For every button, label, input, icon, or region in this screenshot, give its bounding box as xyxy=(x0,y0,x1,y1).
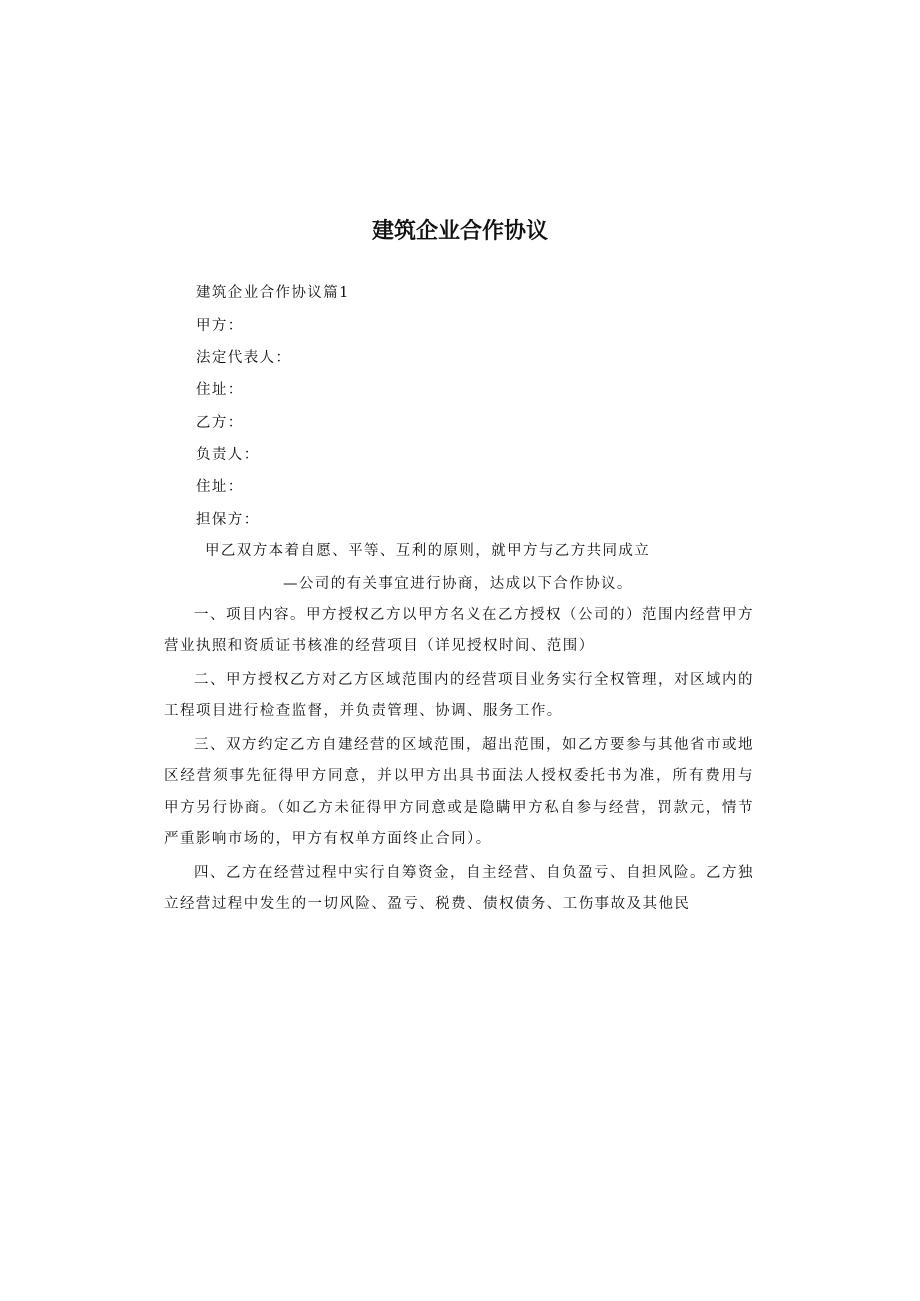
responsible-field: 负责人： xyxy=(196,447,260,463)
intro-line-1: 甲乙双方本着自愿、平等、互利的原则，就甲方与乙方共同成立 xyxy=(205,543,651,559)
agreement-subtitle: 建筑企业合作协议篇1 xyxy=(196,285,350,301)
document-title: 建筑企业合作协议 xyxy=(371,219,548,244)
clause-1: 一、项目内容。甲方授权乙方以甲方名义在乙方授权（公司的）范围内经营甲方营业执照和资质证书核准的经营项目（详见授权时间、范围） xyxy=(164,607,754,655)
party-a-field: 甲方： xyxy=(196,318,244,334)
guarantor-field: 担保方： xyxy=(196,512,260,528)
legal-rep-field: 法定代表人： xyxy=(196,350,292,366)
clause-3: 三、双方约定乙方自建经营的区域范围，超出范围，如乙方要参与其他省市或地区经营须事先征得甲方同意，并以甲方出具书面法人授权委托书为准，所有费用与甲方另行协商。（如乙方未征得甲方同意或是隐瞒甲方私自参与经营，罚款元，情节严重影响市场的，甲方有权单方面终止合同）。 xyxy=(164,737,754,847)
address-a-field: 住址： xyxy=(196,382,244,398)
address-b-field: 住址： xyxy=(196,479,244,495)
clause-4: 四、乙方在经营过程中实行自筹资金，自主经营、自负盈亏、自担风险。乙方独立经营过程中发生的一切风险、盈亏、税费、债权债务、工伤事故及其他民 xyxy=(164,865,754,913)
party-b-field: 乙方： xyxy=(196,415,244,431)
intro-line-2: —公司的有关事宜进行协商，达成以下合作协议。 xyxy=(283,576,633,592)
clause-2: 二、甲方授权乙方对乙方区域范围内的经营项目业务实行全权管理，对区域内的工程项目进行检查监督，并负责管理、协调、服务工作。 xyxy=(164,672,754,720)
